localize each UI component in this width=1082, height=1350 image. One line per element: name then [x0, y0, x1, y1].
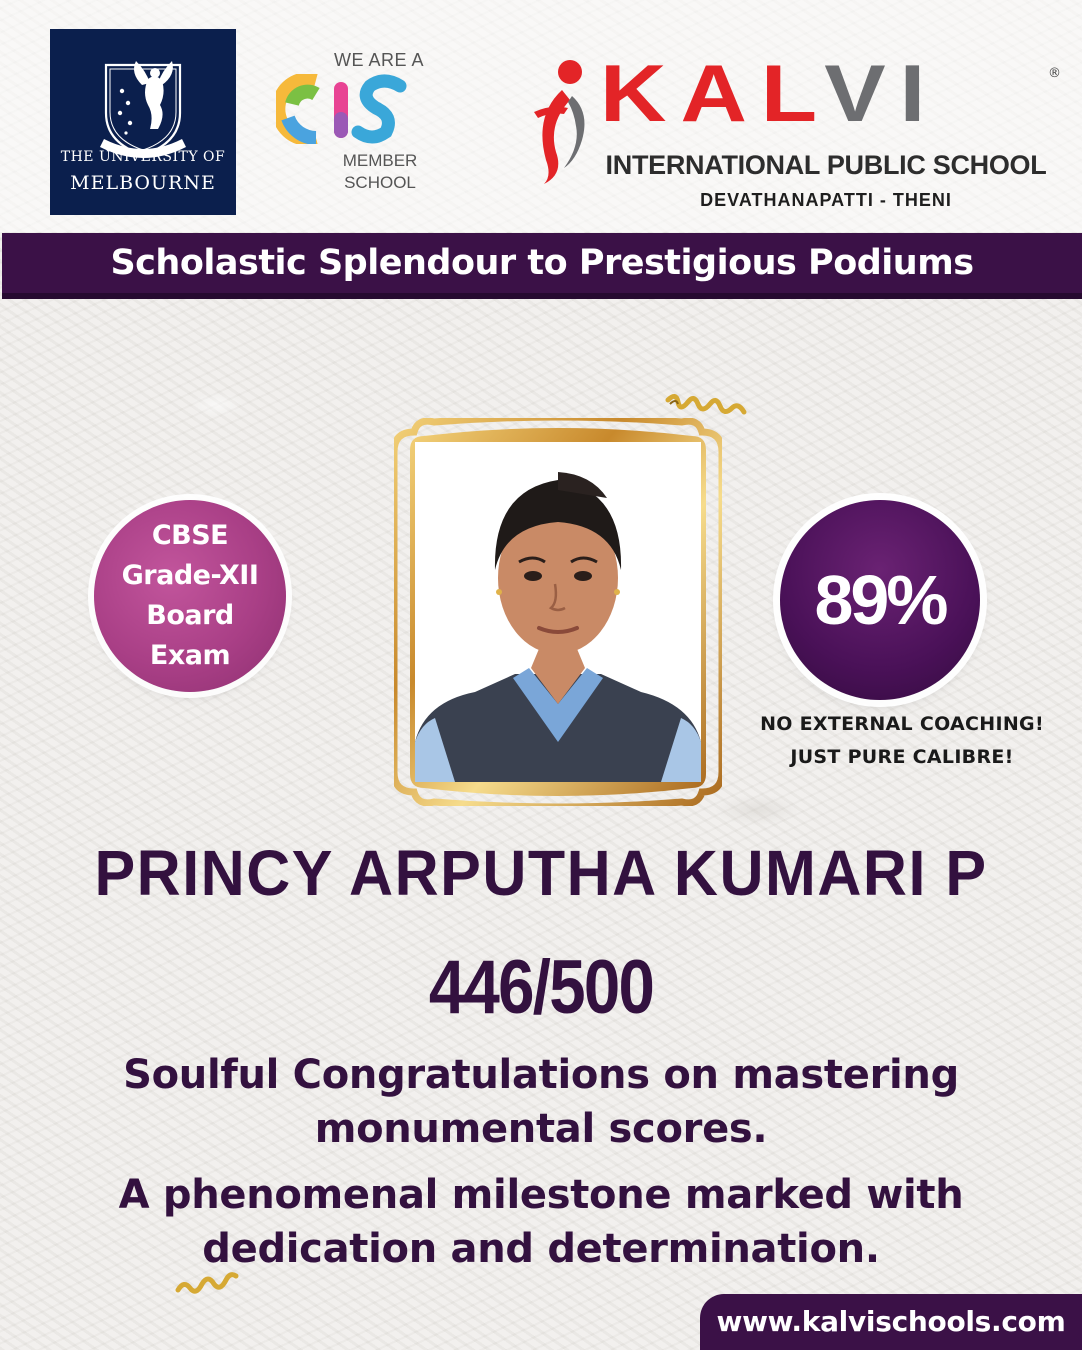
student-name: PRINCY ARPUTHA KUMARI P [94, 837, 988, 909]
kalvi-wordmark-grey: VI [824, 48, 940, 139]
exam-badge-line: Board [146, 600, 234, 631]
registered-mark: ® [1048, 66, 1061, 81]
percentage-badge: 89% [780, 500, 980, 700]
website-link[interactable]: www.kalvischools.com [700, 1294, 1082, 1350]
cis-member-line2: SCHOOL [344, 173, 416, 192]
cis-logo-icon [276, 74, 408, 144]
congrats-line2: monumental scores. [314, 1106, 768, 1152]
headline-banner: Scholastic Splendour to Prestigious Podiums [2, 233, 1082, 299]
exam-badge-line: Exam [149, 640, 231, 671]
cis-member-text [320, 150, 440, 194]
tagline-line1: NO EXTERNAL COACHING! [760, 713, 1044, 735]
milestone-line1: A phenomenal milestone marked with [118, 1172, 964, 1218]
student-photo [415, 442, 701, 782]
congrats-line1: Soulful Congratulations on mastering [123, 1052, 959, 1098]
school-subtitle: INTERNATIONAL PUBLIC SCHOOL [605, 150, 1047, 180]
coaching-tagline [730, 708, 1074, 774]
cis-member-line1: MEMBER [342, 151, 418, 170]
tagline-line2: JUST PURE CALIBRE! [790, 746, 1014, 768]
milestone-line2: dedication and determination. [202, 1226, 880, 1272]
kalvi-wordmark-red: KAL [600, 48, 825, 139]
melbourne-name-line2: MELBOURNE [70, 172, 216, 194]
student-score: 446/500 [428, 945, 654, 1030]
university-of-melbourne-logo [50, 29, 236, 215]
kalvi-wordmark [600, 48, 1060, 139]
cis-top-text: WE ARE A [334, 50, 425, 70]
exam-badge [94, 500, 286, 692]
kalvi-figure-icon [524, 56, 600, 186]
banner-shadow [2, 293, 1082, 299]
exam-badge-line: CBSE [151, 520, 229, 551]
milestone-message [60, 1168, 1022, 1276]
student-portrait-image [415, 442, 701, 782]
exam-badge-line: Grade-XII [121, 560, 259, 591]
melbourne-name-line1: THE UNIVERSITY OF [60, 149, 226, 165]
school-location: DEVATHANAPATTI - THENI [700, 190, 952, 210]
congratulations-message [80, 1048, 1002, 1156]
